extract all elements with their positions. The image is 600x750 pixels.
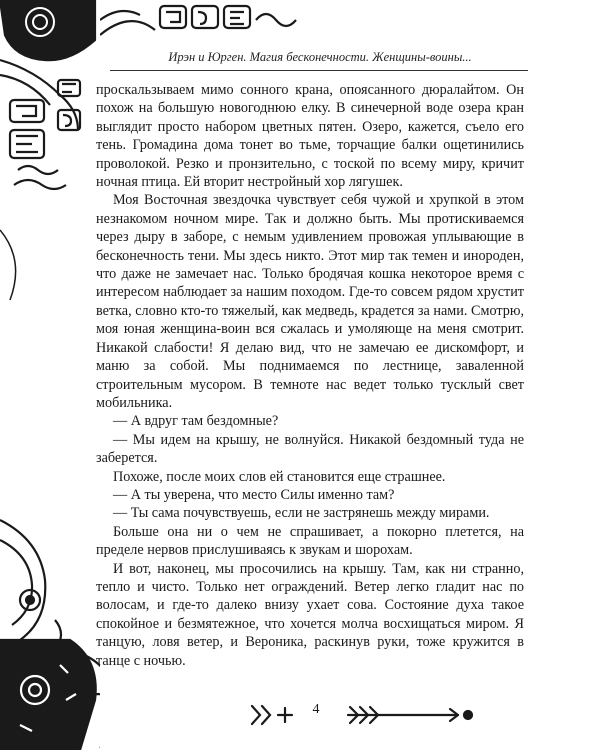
tribal-ornament-icon — [100, 0, 320, 50]
paragraph: Моя Восточная звездочка чувствует себя чужой и хрупкой в этом незнакомом ночном мире. Так и должно быть. Мы протискиваемся через дыру в заборе, с немым удивлением провожая уплывающие в бесконечность тени. Мы здесь никто. Этот мир так темен и инороден, что даже не замечает нас. Только бродячая кошка некоторое время с интересом наблюдает за нашим походом. Где-то совсем рядом хрустит ветка, словно кто-то тяжелый, как медведь, крадется за нами. Смотрю, моя юная женщина-воин вся сжалась и умоляюще на меня смотрит. Никакой слабости! Я делаю вид, что не замечаю ее дискомфорт, и маню за собой. Мы поднимаемся по лестнице, заваленной строительным мусором. В темноте нас ведет только тусклый свет мобильника. — [96, 192, 524, 411]
tribal-ornament-icon — [0, 0, 100, 750]
paragraph: проскальзываем мимо сонного крана, опоясанного дюралайтом. Он похож на большую новогоднюю елку. В синечерной воде озера кран выглядит просто набором цветных пятен. Озеро, кажется, съело его тень. Громадина дома тонет во тьме, торчащие балки ощетинились проволокой. Резко и пронзительно, с тоской по всему миру, кричит ночная птица. Ей вторит нестройный хор лягушек. — [96, 82, 524, 191]
dialogue-line: — Ты сама почувствуешь, если не застрянешь между мирами. — [113, 505, 490, 522]
header-divider — [110, 70, 528, 71]
paragraph: Похоже, после моих слов ей становится еще страшнее. — [113, 468, 446, 485]
arrow-ornament-icon — [230, 700, 480, 730]
page-number: 4 — [312, 702, 320, 717]
dialogue-line: — Мы идем на крышу, не волнуйся. Никакой бездомный туда не заберется. — [96, 431, 524, 467]
running-header: Ирэн и Юрген. Магия бесконечности. Женщины-воины... — [168, 50, 472, 64]
dialogue-line: — А ты уверена, что место Силы именно там? — [113, 486, 395, 503]
body-text — [96, 81, 524, 670]
paragraph: И вот, наконец, мы просочились на крышу. Там, как ни странно, тепло и чисто. Только нет ограждений. Ветер легко гладит нас по волосам, и где-то далеко внизу ухает сова. Состояние духа такое спокойное и безмятежное, что хочется молча восхищаться миром. Я танцую, ловя ветер, и Вероника, раскинув руки, тоже кружится в танце с ночью. — [96, 560, 524, 669]
paragraph: Больше она ни о чем не спрашивает, а покорно плетется, на пределе нервов прислушиваясь к звукам и шорохам. — [96, 523, 524, 559]
dialogue-line: — А вдруг там бездомные? — [113, 413, 279, 430]
